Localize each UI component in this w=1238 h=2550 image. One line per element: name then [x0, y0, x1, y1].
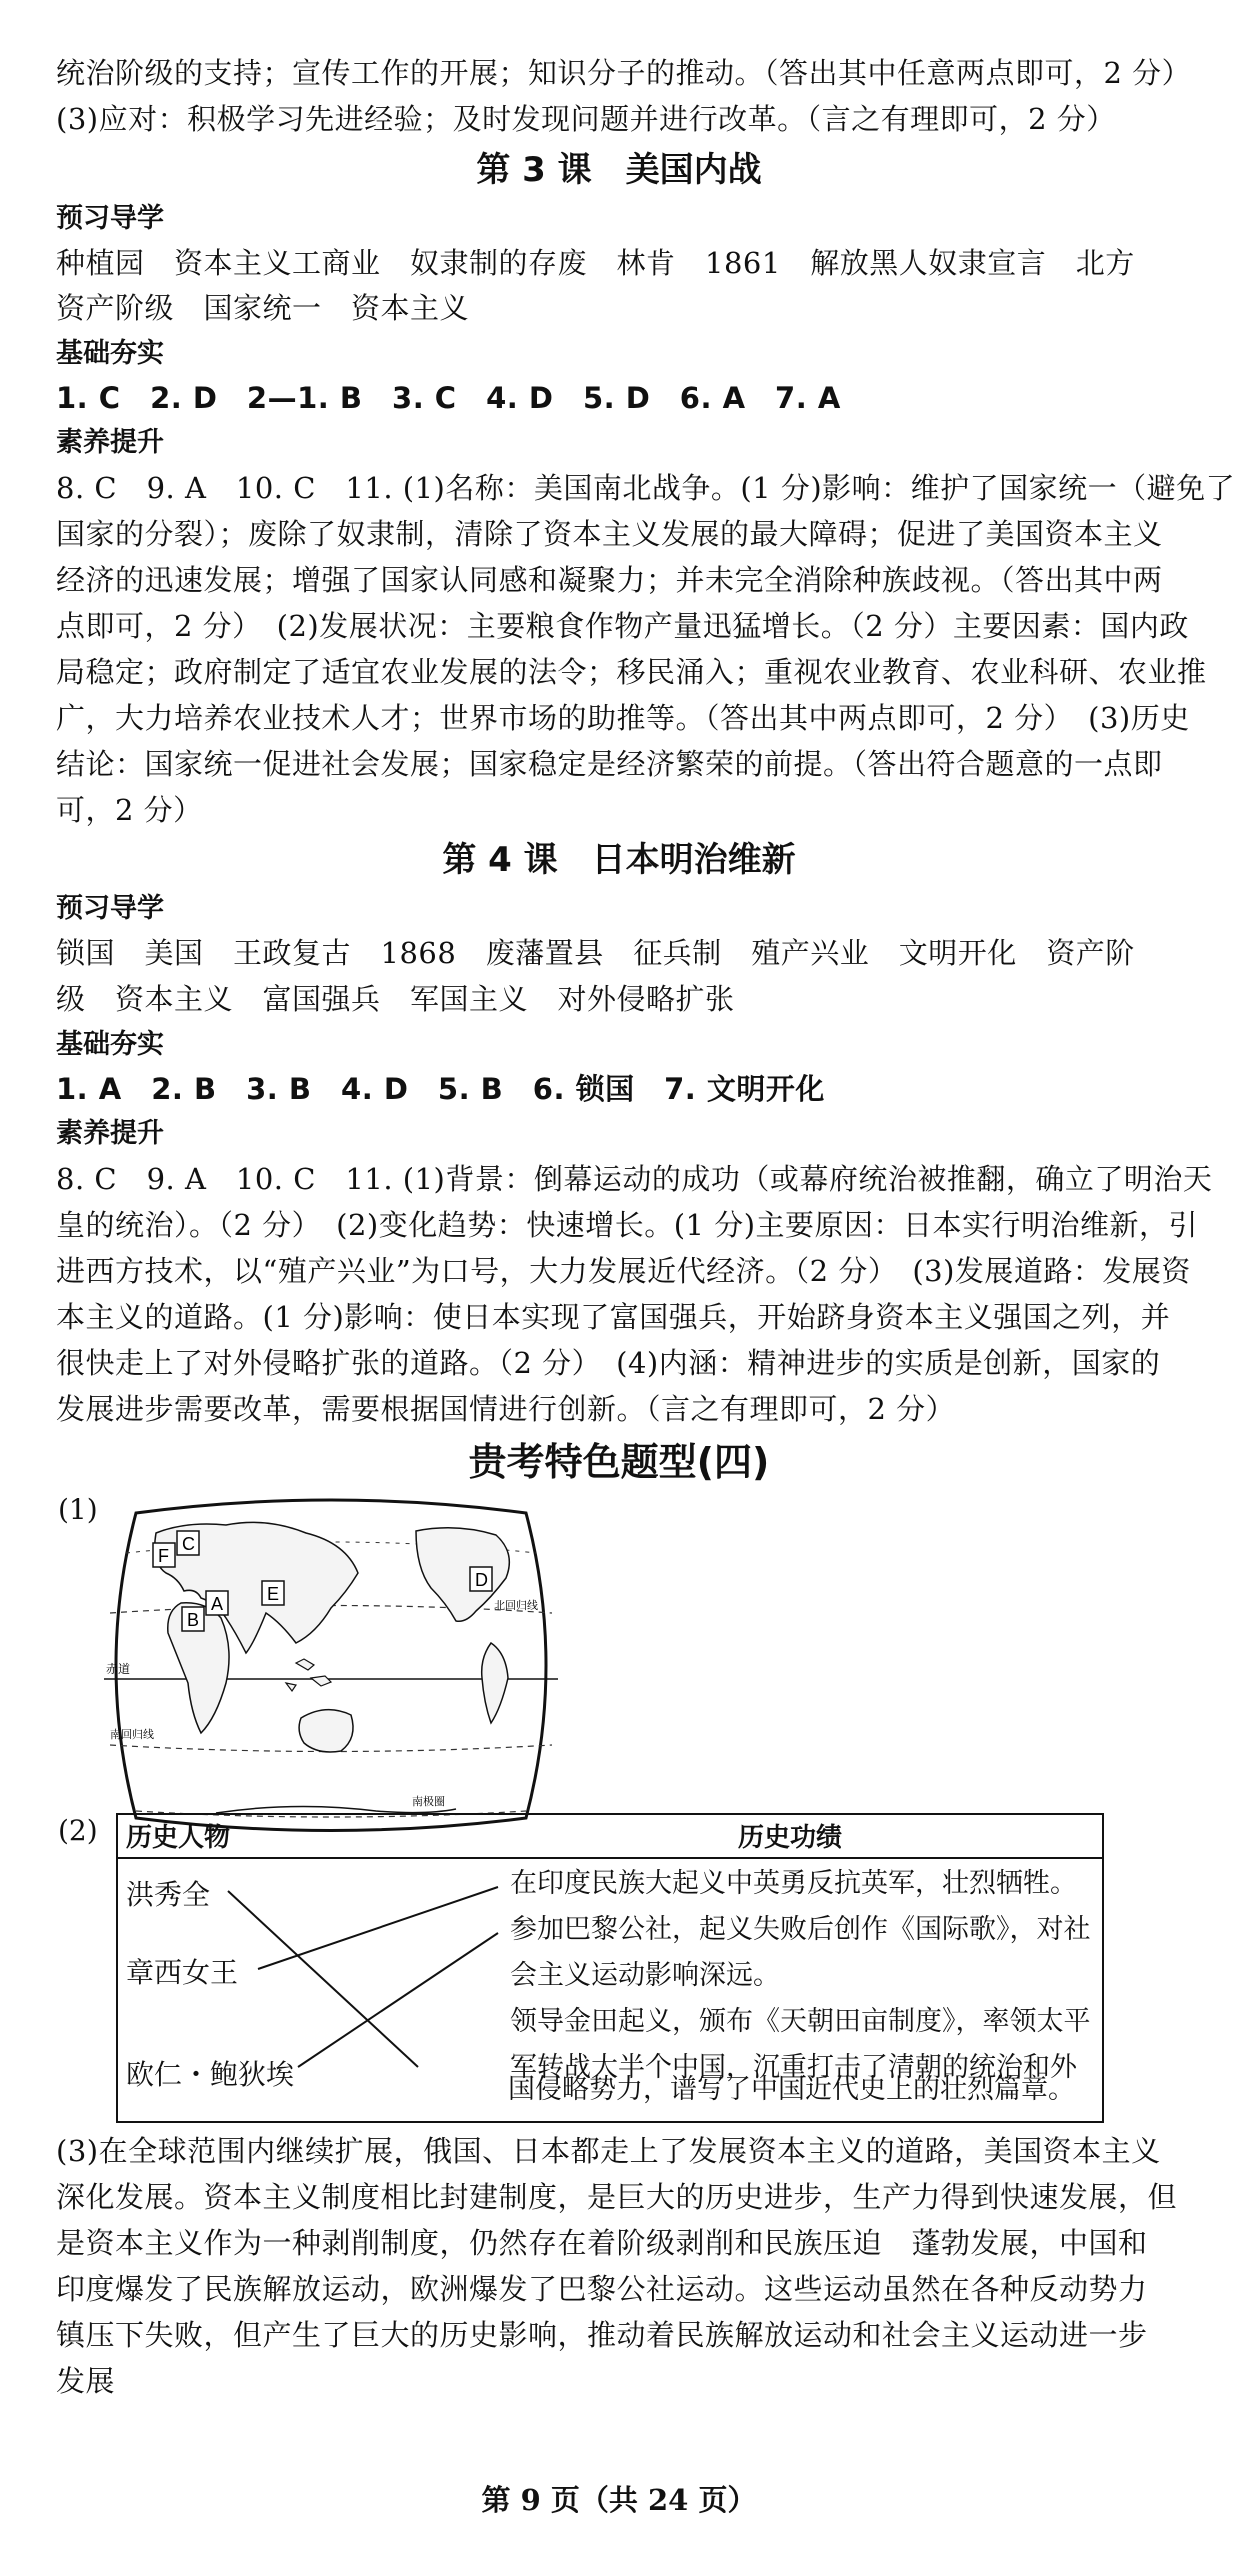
lesson4-skill-line: 发展进步需要改革，需要根据国情进行创新。（言之有理即可，2 分）	[56, 1392, 956, 1426]
deed-line: 在印度民族大起义中英勇反抗英军，壮烈牺牲。	[510, 1868, 1077, 1899]
lesson4-skill-line: 很快走上了对外侵略扩张的道路。（2 分） (4)内涵：精神进步的实质是创新，国家的	[56, 1346, 1161, 1380]
lesson4-basic-heading: 基础夯实	[56, 1029, 164, 1060]
lesson3-skill-line: 国家的分裂）；废除了奴隶制，清除了资本主义发展的最大障碍；促进了美国资本主义	[56, 517, 1163, 551]
lesson3-basic-answers: 1. C 2. D 2—1. B 3. C 4. D 5. D 6. A 7. A	[56, 381, 841, 415]
lesson3-skill-line: 点即可，2 分） (2)发展状况：主要粮食作物产量迅猛增长。（2 分）主要因素：国内政	[56, 609, 1189, 643]
intro-line-1: 统治阶级的支持；宣传工作的开展；知识分子的推动。（答出其中任意两点即可，2 分）	[56, 56, 1192, 90]
lesson3-skill-heading: 素养提升	[56, 427, 164, 458]
map-equator-label: 赤道	[106, 1662, 131, 1676]
person-hong-xiuquan: 洪秀全	[126, 1878, 211, 1911]
map-box-a-label: A	[211, 1594, 224, 1614]
lesson3-title: 第 3 课 美国内战	[476, 150, 762, 190]
deed-line: 国侵略势力，谱写了中国近代史上的壮烈篇章。	[508, 2074, 1075, 2105]
deed-line: 参加巴黎公社，起义失败后创作《国际歌》，对社	[510, 1914, 1091, 1945]
q1-label: (1)	[58, 1493, 98, 1526]
special-title: 贵考特色题型(四)	[468, 1440, 770, 1484]
lesson3-skill-line: 结论：国家统一促进社会发展；国家稳定是经济繁荣的前提。（答出符合题意的一点即	[56, 747, 1163, 781]
map-antarctic-label: 南极圈	[412, 1795, 445, 1808]
q2-label: (2)	[58, 1814, 98, 1847]
page-footer: 第 9 页（共 24 页）	[481, 2483, 757, 2517]
map-box-c	[177, 1531, 199, 1555]
header-deeds: 历史功绩	[738, 1823, 843, 1853]
lesson3-preview-line-1: 种植园 资本主义工商业 奴隶制的存废 林肯 1861 解放黑人奴隶宣言 北方	[56, 246, 1135, 280]
q3-line: 镇压下失败，但产生了巨大的历史影响，推动着民族解放运动和社会主义运动进一步	[56, 2318, 1148, 2352]
map-box-a	[206, 1591, 228, 1615]
map-tropic-south-label: 南回归线	[110, 1728, 154, 1741]
lesson4-skill-line: 皇的统治）。（2 分） (2)变化趋势：快速增长。(1 分)主要原因：日本实行明治维新，引	[56, 1208, 1199, 1242]
lesson3-skill-line: 经济的迅速发展；增强了国家认同感和凝聚力；并未完全消除种族歧视。（答出其中两	[56, 563, 1163, 597]
lesson4-basic-answers: 1. A 2. B 3. B 4. D 5. B 6. 锁国 7. 文明开化	[56, 1072, 825, 1106]
lesson3-basic-heading: 基础夯实	[56, 338, 164, 369]
lesson3-preview-heading: 预习导学	[56, 203, 164, 234]
deed-line: 军转战大半个中国，沉重打击了清朝的统治和外	[510, 2052, 1077, 2083]
map-box-d	[470, 1567, 492, 1591]
person-eugene-pottier: 欧仁・鲍狄埃	[126, 2058, 295, 2091]
match-line-hong	[228, 1891, 418, 2067]
q3-line: 发展	[56, 2364, 116, 2398]
world-map	[96, 1493, 566, 1838]
match-line-pottier	[298, 1933, 498, 2067]
map-tropic-north-label: 北回归线	[494, 1599, 538, 1612]
map-box-e-label: E	[267, 1584, 280, 1604]
deed-line: 会主义运动影响深远。	[510, 1960, 780, 1991]
person-rani-lakshmibai: 章西女王	[126, 1956, 239, 1989]
lesson4-preview-heading: 预习导学	[56, 893, 164, 924]
map-box-c-label: C	[182, 1534, 195, 1554]
lesson4-skill-line: 8. C 9. A 10. C 11. (1)背景：倒幕运动的成功（或幕府统治被推翻，确立了明治天	[56, 1162, 1213, 1196]
map-box-d-label: D	[475, 1570, 488, 1590]
map-box-e	[262, 1581, 284, 1605]
map-box-b	[182, 1607, 204, 1631]
lesson4-title: 第 4 课 日本明治维新	[442, 840, 796, 880]
lesson4-skill-line: 进西方技术，以“殖产兴业”为口号，大力发展近代经济。（2 分） (3)发展道路：发展资	[56, 1254, 1191, 1288]
q3-line: 印度爆发了民族解放运动，欧洲爆发了巴黎公社运动。这些运动虽然在各种反动势力	[56, 2272, 1148, 2306]
q3-line: 深化发展。资本主义制度相比封建制度，是巨大的历史进步，生产力得到快速发展，但	[56, 2180, 1178, 2214]
map-box-f	[153, 1543, 175, 1567]
deed-line: 领导金田起义，颁布《天朝田亩制度》，率领太平	[510, 2006, 1091, 2037]
world-map-svg	[96, 1493, 566, 1838]
lesson3-preview-line-2: 资产阶级 国家统一 资本主义	[56, 291, 470, 325]
lesson4-preview-line-2: 级 资本主义 富国强兵 军国主义 对外侵略扩张	[56, 982, 735, 1016]
q3-line: (3)在全球范围内继续扩展，俄国、日本都走上了发展资本主义的道路，美国资本主义	[56, 2134, 1161, 2168]
lesson4-preview-line-1: 锁国 美国 王政复古 1868 废藩置县 征兵制 殖产兴业 文明开化 资产阶	[56, 936, 1135, 970]
lesson3-skill-line: 可，2 分）	[56, 793, 203, 827]
lesson3-skill-line: 广，大力培养农业技术人才；世界市场的助推等。（答出其中两点即可，2 分） (3)历史	[56, 701, 1190, 735]
q3-line: 是资本主义作为一种剥削制度，仍然存在着阶级剥削和民族压迫 蓬勃发展，中国和	[56, 2226, 1148, 2260]
intro-line-2: (3)应对：积极学习先进经验；及时发现问题并进行改革。（言之有理即可，2 分）	[56, 102, 1116, 136]
lesson3-skill-line: 8. C 9. A 10. C 11. (1)名称：美国南北战争。(1 分)影响：维护了国家统一（避免了	[56, 471, 1236, 505]
map-box-b-label: B	[187, 1610, 200, 1630]
lesson4-skill-line: 本主义的道路。(1 分)影响：使日本实现了富国强兵，开始跻身资本主义强国之列，并	[56, 1300, 1171, 1334]
lesson4-skill-heading: 素养提升	[56, 1118, 164, 1149]
lesson3-skill-line: 局稳定；政府制定了适宜农业发展的法令；移民涌入；重视农业教育、农业科研、农业推	[56, 655, 1207, 689]
header-persons: 历史人物	[126, 1823, 231, 1853]
map-box-f-label: F	[158, 1546, 169, 1566]
